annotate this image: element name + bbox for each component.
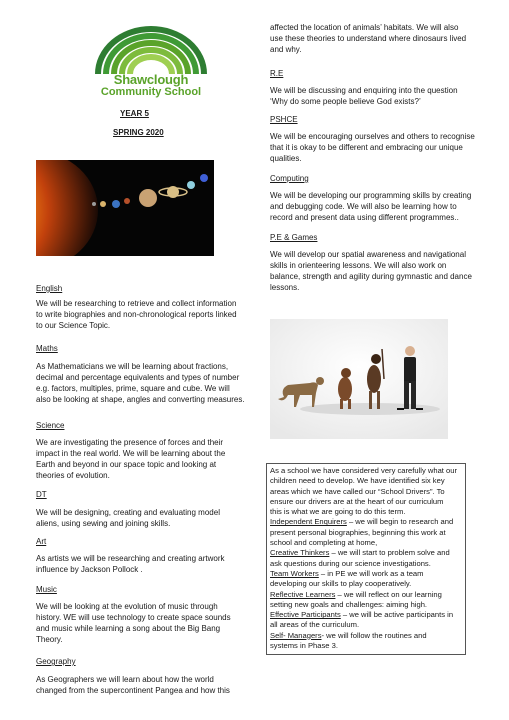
- computing-line: We will be developing our programming skills by creating: [270, 191, 472, 200]
- maths-heading: Maths: [36, 344, 58, 353]
- driver-text-line: school and completing at home,: [270, 538, 378, 548]
- science-section: [36, 420, 246, 481]
- geography-line: As Geographers we will learn about how the world: [36, 675, 214, 684]
- re-heading: R.E: [270, 69, 284, 78]
- geography-heading: Geography: [36, 657, 76, 666]
- pshce-line: qualities.: [270, 154, 302, 163]
- geography-continued: [270, 22, 485, 55]
- driver-name: Self- Managers: [270, 630, 322, 640]
- driver-text-line: developing our skills to play cooperatively.: [270, 579, 412, 589]
- driver-creative-thinkers: [270, 548, 462, 558]
- school-name-line2: Community School: [100, 86, 202, 98]
- maths-line: decimal and percentage equivalents and types of number: [36, 373, 240, 382]
- driver-team-workers: [270, 569, 462, 579]
- maths-section: [36, 343, 251, 405]
- driver-independent-enquirers: [270, 517, 462, 527]
- art-section: [36, 536, 246, 575]
- driver-name: Creative Thinkers: [270, 548, 330, 558]
- driver-text: – we will start to problem solve and: [329, 548, 450, 558]
- geography-line: changed from the supercontinent Pangea and how this: [36, 686, 230, 695]
- pe-section: [270, 232, 485, 293]
- computing-section: [270, 173, 485, 223]
- driver-name: Team Workers: [270, 568, 319, 578]
- pe-heading: P.E & Games: [270, 233, 318, 242]
- geography-section: [36, 656, 246, 696]
- driver-text: – in PE we will work as a team: [318, 568, 424, 578]
- driver-text-line: ask questions during our science investigations.: [270, 558, 431, 568]
- english-line: to write biographies and non-chronological reports linked: [36, 310, 237, 319]
- re-line: We will be discussing and enquiring into the question: [270, 86, 458, 95]
- driver-text: – we will reflect on our learning: [335, 589, 442, 599]
- art-line: As artists we will be researching and creating artwork: [36, 554, 225, 563]
- english-section: [36, 283, 246, 331]
- art-heading: Art: [36, 537, 47, 546]
- maths-line: As Mathematicians we will be learning about fractions,: [36, 362, 229, 371]
- drivers-intro-line: areas which we have called our “School Drivers”. To: [270, 486, 445, 496]
- science-line: We are investigating the presence of forces and their: [36, 438, 224, 447]
- driver-name: Independent Enquirers: [270, 517, 347, 527]
- english-line: We will be researching to retrieve and collect information: [36, 299, 237, 308]
- geography-cont-line: affected the location of animals’ habitats. We will also: [270, 23, 459, 32]
- term-title: SPRING 2020: [113, 128, 164, 137]
- maths-line: e.g. factors, multiples, prime, square and cube. We will: [36, 384, 230, 393]
- music-line: Theory.: [36, 635, 63, 644]
- dt-line: aliens, using sewing and joining skills.: [36, 519, 171, 528]
- english-heading: English: [36, 284, 63, 293]
- pe-line: balance, strength and agility during gymnastic and dance: [270, 272, 472, 281]
- drivers-intro-line: As a school we have considered very carefully what our: [270, 466, 457, 475]
- pshce-section: [270, 114, 485, 164]
- music-line: We will be looking at the evolution of music through: [36, 602, 218, 611]
- drivers-intro-line: ensure our drivers are at the heart of our curriculum: [270, 496, 444, 506]
- music-line: history. WE will use technology to create space sounds: [36, 613, 231, 622]
- pe-line: We will develop our spatial awareness and navigational: [270, 250, 466, 259]
- driver-self-managers: [270, 631, 462, 641]
- driver-text-line: present personal biographies, beginning this work at: [270, 527, 446, 537]
- science-line: impact in the real world. We will be learning about the: [36, 449, 226, 458]
- pshce-heading: PSHCE: [270, 115, 298, 124]
- solar-system-image: [36, 160, 214, 256]
- computing-line: and debugging code. We will also be learning how to: [270, 202, 457, 211]
- music-heading: Music: [36, 585, 57, 594]
- science-heading: Science: [36, 421, 65, 430]
- computing-heading: Computing: [270, 174, 309, 183]
- english-line: to our Science Topic.: [36, 321, 111, 330]
- driver-reflective-learners: [270, 590, 462, 600]
- music-line: and music while learning a song about the Big Bang: [36, 624, 221, 633]
- driver-name: Effective Participants: [270, 610, 341, 620]
- science-line: Earth and beyond in our space topic and looking at: [36, 460, 217, 469]
- dt-line: We will be designing, creating and evaluating model: [36, 508, 220, 517]
- pshce-line: that it is okay to be different and embracing our unique: [270, 143, 463, 152]
- year-title: YEAR 5: [120, 109, 149, 118]
- computing-line: record and present data using different programmes..: [270, 213, 459, 222]
- driver-text-line: all areas of the curriculum.: [270, 620, 360, 630]
- driver-text: – we will be active participants in: [340, 610, 454, 620]
- pe-line: lessons.: [270, 283, 300, 292]
- re-section: [270, 68, 485, 107]
- driver-text-line: setting new goals and challenges: aiming high.: [270, 599, 428, 609]
- science-line: theories of evolution.: [36, 471, 110, 480]
- driver-effective-participants: [270, 610, 462, 620]
- drivers-intro-line: children need to develop. We have identified six key: [270, 476, 445, 486]
- maths-line: also be looking at shape, angles and converting measures.: [36, 395, 245, 404]
- school-drivers-box: [266, 463, 466, 655]
- geography-cont-line: use these theories to understand where dinosaurs lived: [270, 34, 467, 43]
- driver-text-line: systems in Phase 3.: [270, 641, 338, 651]
- evolution-image: [270, 319, 448, 439]
- dt-heading: DT: [36, 490, 47, 499]
- geography-cont-line: and why.: [270, 45, 302, 54]
- re-line: ‘Why do some people believe God exists?’: [270, 97, 421, 106]
- driver-name: Reflective Learners: [270, 589, 336, 599]
- school-name-line1: Shawclough: [113, 72, 189, 87]
- driver-text: – we will begin to research and: [346, 517, 454, 527]
- pshce-line: We will be encouraging ourselves and others to recognise: [270, 132, 475, 141]
- drivers-intro-line: this is what we are going to do this term.: [270, 507, 406, 517]
- art-line: influence by Jackson Pollock .: [36, 565, 143, 574]
- driver-text: - we will follow the routines and: [321, 630, 427, 640]
- pe-line: skills in orienteering lessons. We will also work on: [270, 261, 447, 270]
- dt-section: [36, 489, 246, 529]
- music-section: [36, 584, 246, 645]
